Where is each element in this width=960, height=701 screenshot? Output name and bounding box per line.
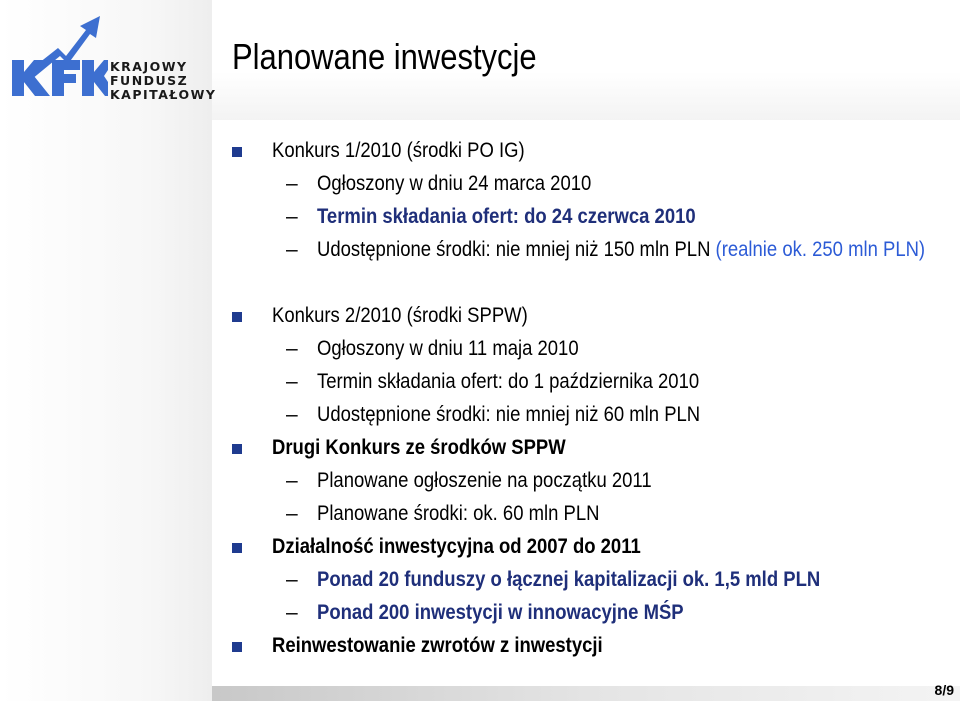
list-item: [232, 532, 952, 565]
list-item-text: Reinwestowanie zwrotów z inwestycji: [272, 634, 603, 657]
bullet-list: [232, 136, 952, 664]
dash-bullet: –: [286, 205, 298, 228]
list-item: [232, 334, 952, 367]
dash-bullet: –: [286, 502, 298, 525]
list-item: [232, 433, 952, 466]
list-item-text-main: Udostępnione środki: nie mniej niż 150 mln PLN: [317, 238, 716, 261]
list-item-text: Konkurs 1/2010 (środki PO IG): [272, 139, 525, 162]
logo-line-3: KAPITAŁOWY: [110, 87, 217, 102]
list-item: [232, 202, 952, 235]
logo-wordmark: [110, 60, 216, 102]
dash-bullet: –: [286, 337, 298, 360]
left-background-band: [0, 0, 212, 701]
dash-bullet: –: [286, 370, 298, 393]
page-title: Planowane inwestycje: [232, 36, 537, 77]
list-item-text: Ogłoszony w dniu 11 maja 2010: [317, 337, 579, 360]
list-item-text: Planowane środki: ok. 60 mln PLN: [317, 502, 600, 525]
square-bullet-icon: [232, 312, 242, 322]
square-bullet-icon: [232, 147, 242, 157]
list-item-text: Udostępnione środki: nie mniej niż 60 mln PLN: [317, 403, 701, 426]
list-item-text: Ponad 200 inwestycji w innowacyjne MŚP: [317, 601, 684, 624]
list-item-text: Planowane ogłoszenie na początku 2011: [317, 469, 652, 492]
dash-bullet: –: [286, 403, 298, 426]
logo-line-2: FUNDUSZ: [110, 73, 189, 88]
dash-bullet: –: [286, 172, 298, 195]
list-item-text: Termin składania ofert: do 24 czerwca 2010: [317, 205, 696, 228]
list-item-text: Ponad 20 funduszy o łącznej kapitalizacji ok. 1,5 mld PLN: [317, 568, 821, 591]
square-bullet-icon: [232, 642, 242, 652]
list-item-text: Ogłoszony w dniu 24 marca 2010: [317, 172, 592, 195]
list-item: [232, 565, 952, 598]
dash-bullet: –: [286, 601, 298, 624]
list-item: [232, 367, 952, 400]
square-bullet-icon: [232, 543, 242, 553]
square-bullet-icon: [232, 444, 242, 454]
dash-bullet: –: [286, 238, 298, 261]
list-item-text: Termin składania ofert: do 1 października 2010: [317, 370, 700, 393]
list-item: [232, 169, 952, 202]
dash-bullet: –: [286, 469, 298, 492]
list-item: [232, 301, 952, 334]
list-item-text: Drugi Konkurs ze środków SPPW: [272, 436, 566, 459]
dash-bullet: –: [286, 568, 298, 591]
list-item: [232, 400, 952, 433]
kfk-logo: [8, 8, 217, 102]
logo-line-1: KRAJOWY: [110, 59, 188, 74]
page-number: 8/9: [934, 682, 954, 698]
bottom-background-band: [212, 686, 960, 701]
list-item: [232, 136, 952, 169]
list-item-text-note: (realnie ok. 250 mln PLN): [715, 238, 926, 261]
list-item: [232, 466, 952, 499]
list-item-text: [317, 235, 951, 265]
list-item: [232, 631, 952, 664]
list-item-text: Działalność inwestycyjna od 2007 do 2011: [272, 535, 641, 558]
list-item-text: Konkurs 2/2010 (środki SPPW): [272, 304, 528, 327]
list-item: [232, 235, 952, 301]
list-item: [232, 499, 952, 532]
list-item: [232, 598, 952, 631]
